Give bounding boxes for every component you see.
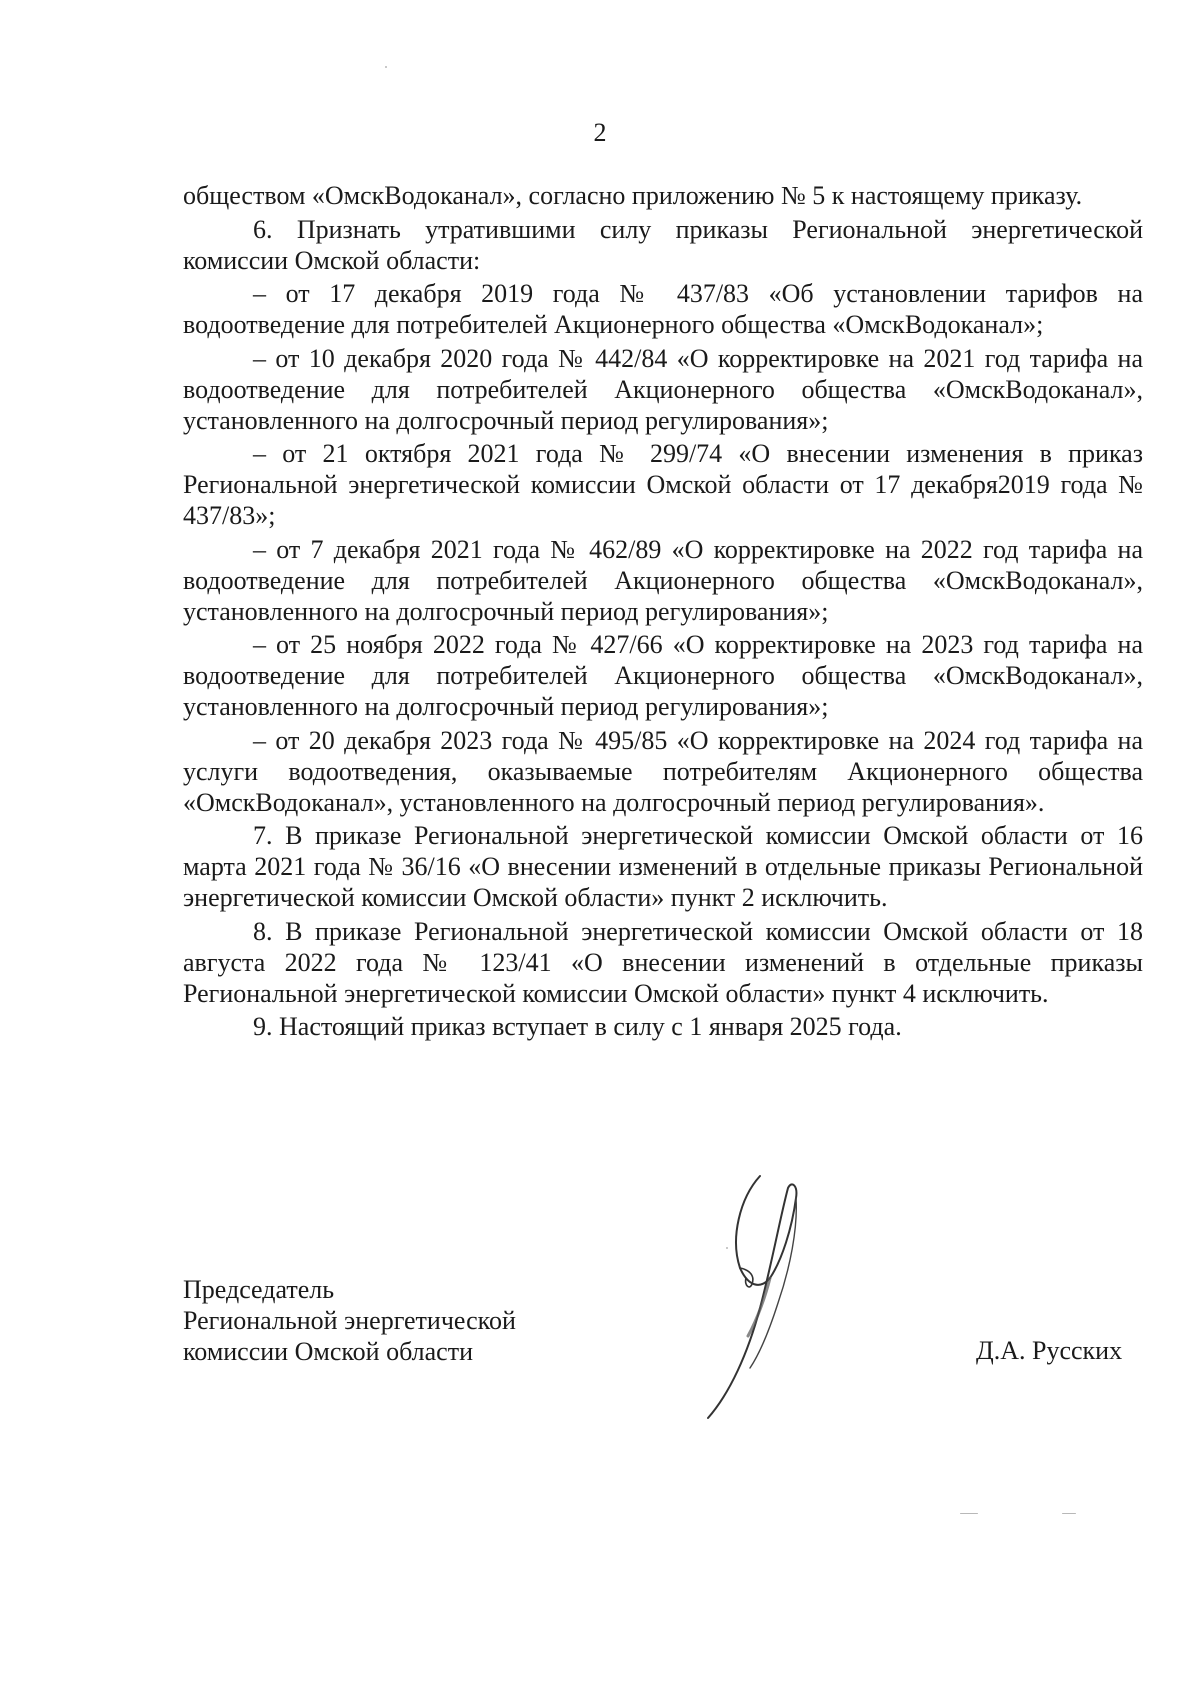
signatory-name: Д.А. Русских [976,1336,1123,1365]
list-item-revoked-order: – от 25 ноября 2022 года № 427/66 «О корректировке на 2023 год тарифа на водоотведение для потребителей Акционерного общества «ОмскВодоканал», установленного на долгосрочный период регулирования»; [183,630,1143,721]
signatory-position-line: Региональной энергетической [183,1306,516,1335]
paragraph-item-7: 7. В приказе Региональной энергетической комиссии Омской области от 16 марта 2021 года № 36/16 «О внесении изменений в отдельные приказы Региональной энергетической комиссии Омской области» пункт 2 исключить. [183,821,1143,912]
scan-speck [726,1247,728,1249]
scan-speck [1062,1513,1076,1514]
list-item-revoked-order: – от 20 декабря 2023 года № 495/85 «О корректировке на 2024 год тарифа на услуги водоотведения, оказываемые потребителям Акционерного общества «ОмскВодоканал», установленного на долгосрочный период регулирования». [183,725,1143,817]
signatory-position-line: комиссии Омской области [183,1337,473,1366]
paragraph-item-6: 6. Признать утратившими силу приказы Региональной энергетической комиссии Омской области: [183,214,1143,275]
list-item-revoked-order: – от 21 октября 2021 года № 299/74 «О внесении изменения в приказ Региональной энергетической комиссии Омской области от 17 декабря2019 года № 437/83»; [183,439,1143,530]
signatory-position [183,1274,516,1367]
list-item-revoked-order: – от 7 декабря 2021 года № 462/89 «О корректировке на 2022 год тарифа на водоотведение для потребителей Акционерного общества «ОмскВодоканал», установленного на долгосрочный период регулирования»; [183,534,1143,626]
list-item-revoked-order: – от 17 декабря 2019 года № 437/83 «Об установлении тарифов на водоотведение для потребителей Акционерного общества «ОмскВодоканал»; [183,279,1143,339]
document-body [183,180,1143,1045]
scan-speck [960,1513,978,1514]
signatory-position-line: Председатель [183,1275,335,1304]
paragraph-continuation: обществом «ОмскВодоканал», согласно приложению № 5 к настоящему приказу. [183,181,1083,210]
paragraph-item-9: 9. Настоящий приказ вступает в силу с 1 января 2025 года. [253,1012,902,1041]
page-number: 2 [593,118,607,147]
scan-speck [385,66,387,68]
paragraph-item-8: 8. В приказе Региональной энергетической комиссии Омской области от 18 августа 2022 года № 123/41 «О внесении изменений в отдельные приказы Региональной энергетической комиссии Омской области» пункт 4 исключить. [183,916,1143,1008]
handwritten-signature [700,1168,860,1428]
list-item-revoked-order: – от 10 декабря 2020 года № 442/84 «О корректировке на 2021 год тарифа на водоотведение для потребителей Акционерного общества «ОмскВодоканал», установленного на долгосрочный период регулирования»; [183,343,1143,435]
